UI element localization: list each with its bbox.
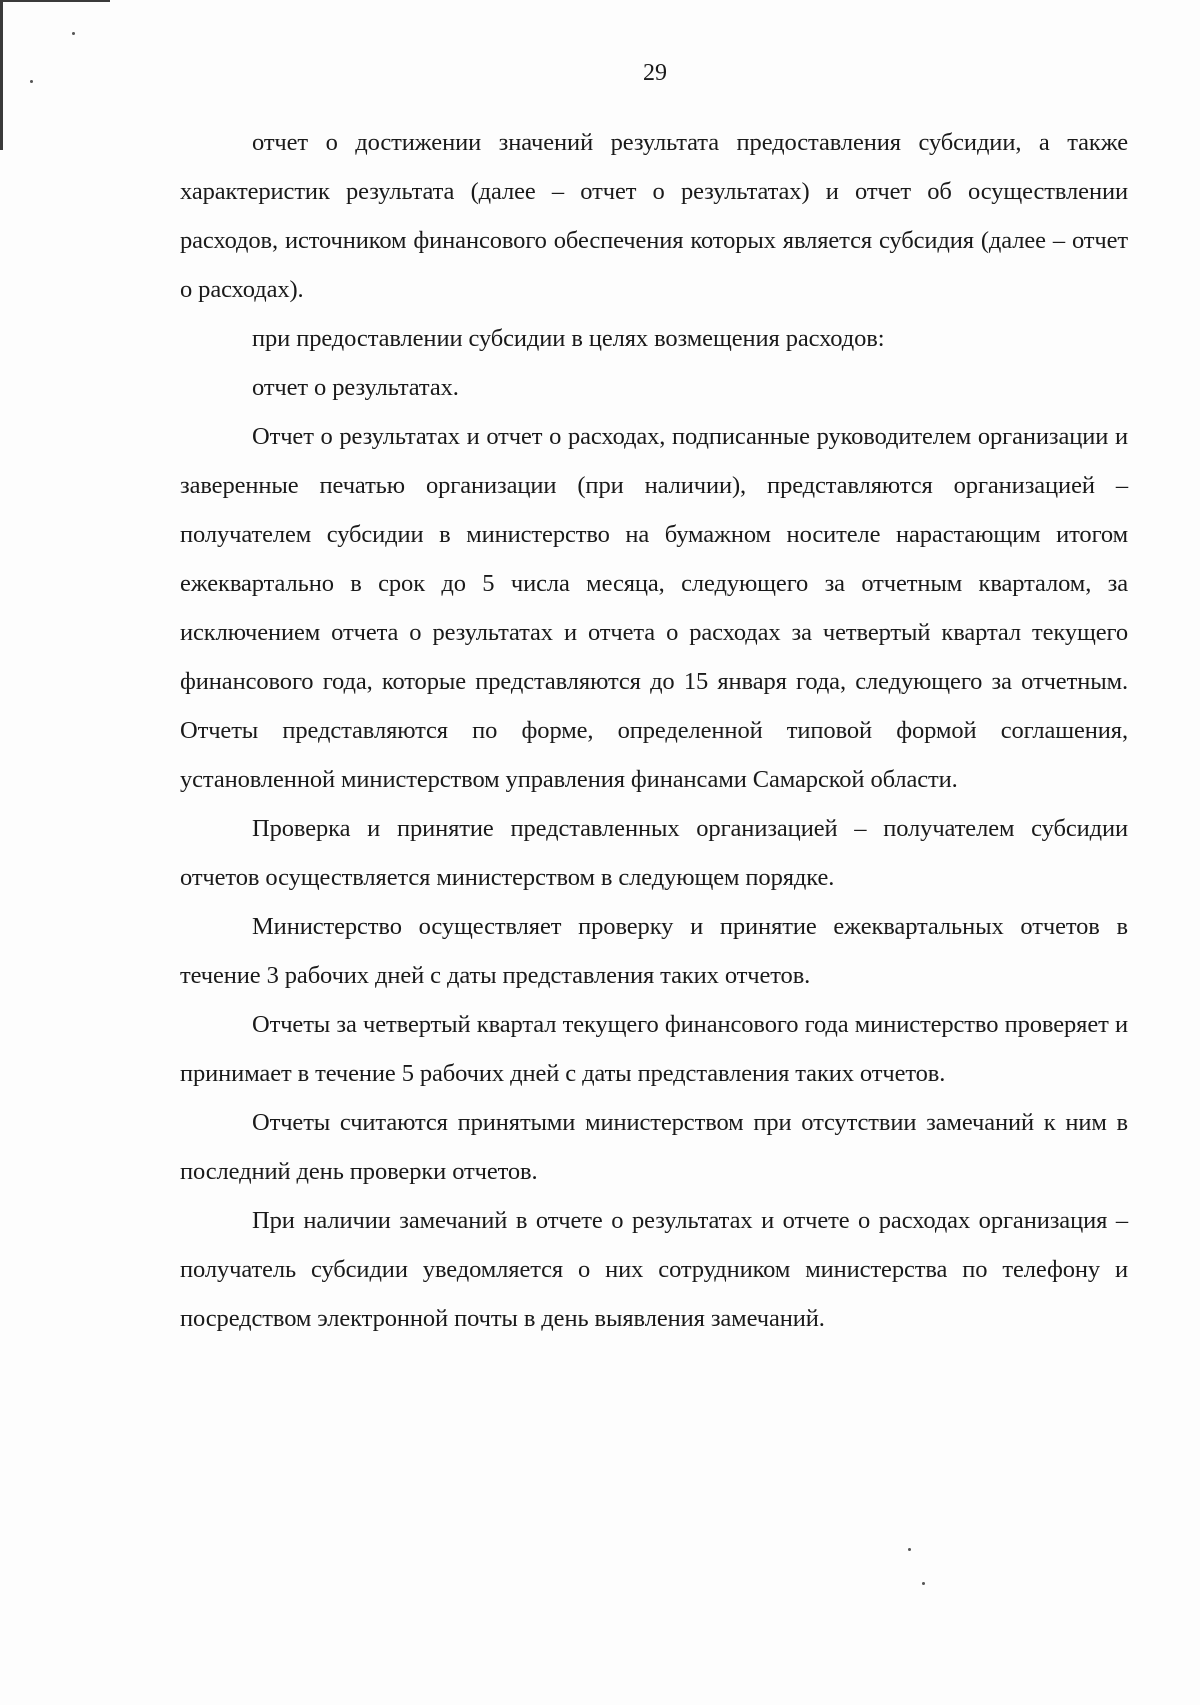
paragraph: отчет о достижении значений результата предоставления субсидии, а также характеристик результата (далее – отчет о результатах) и отчет об осуществлении расходов, источником финансового обеспечения которых является субсидия (далее – отчет о расходах). [180,129,1128,303]
page-number: 29 [643,60,667,86]
scan-speck [922,1582,925,1585]
scan-speck [908,1548,911,1551]
paragraph: Министерство осуществляет проверку и принятие ежеквартальных отчетов в течение 3 рабочих дней с даты представления таких отчетов. [180,913,1128,989]
paragraph: Отчеты за четвертый квартал текущего финансового года министерство проверяет и принимает в течение 5 рабочих дней с даты представления таких отчетов. [180,1011,1128,1087]
paragraph: отчет о результатах. [252,374,459,401]
document-body [180,118,1128,1343]
scan-speck [72,32,75,35]
paragraph: Отчеты считаются принятыми министерством при отсутствии замечаний к ним в последний день проверки отчетов. [180,1109,1128,1185]
scan-edge-top [0,0,110,2]
paragraph: При наличии замечаний в отчете о результатах и отчете о расходах организация – получатель субсидии уведомляется о них сотрудником министерства по телефону и посредством электронной почты в день выявления замечаний. [180,1207,1128,1332]
paragraph: Проверка и принятие представленных организацией – получателем субсидии отчетов осуществляется министерством в следующем порядке. [180,815,1128,891]
paragraph: Отчет о результатах и отчет о расходах, подписанные руководителем организации и заверенные печатью организации (при наличии), представляются организацией – получателем субсидии в министерство на бумажном носителе нарастающим итогом ежеквартально в срок до 5 числа месяца, следующего за отчетным кварталом, за исключением отчета о результатах и отчета о расходах за четвертый квартал текущего финансового года, которые представляются до 15 января года, следующего за отчетным. Отчеты представляются по форме, определенной типовой формой соглашения, установленной министерством управления финансами Самарской области. [180,423,1128,793]
paragraph: при предоставлении субсидии в целях возмещения расходов: [252,325,885,352]
